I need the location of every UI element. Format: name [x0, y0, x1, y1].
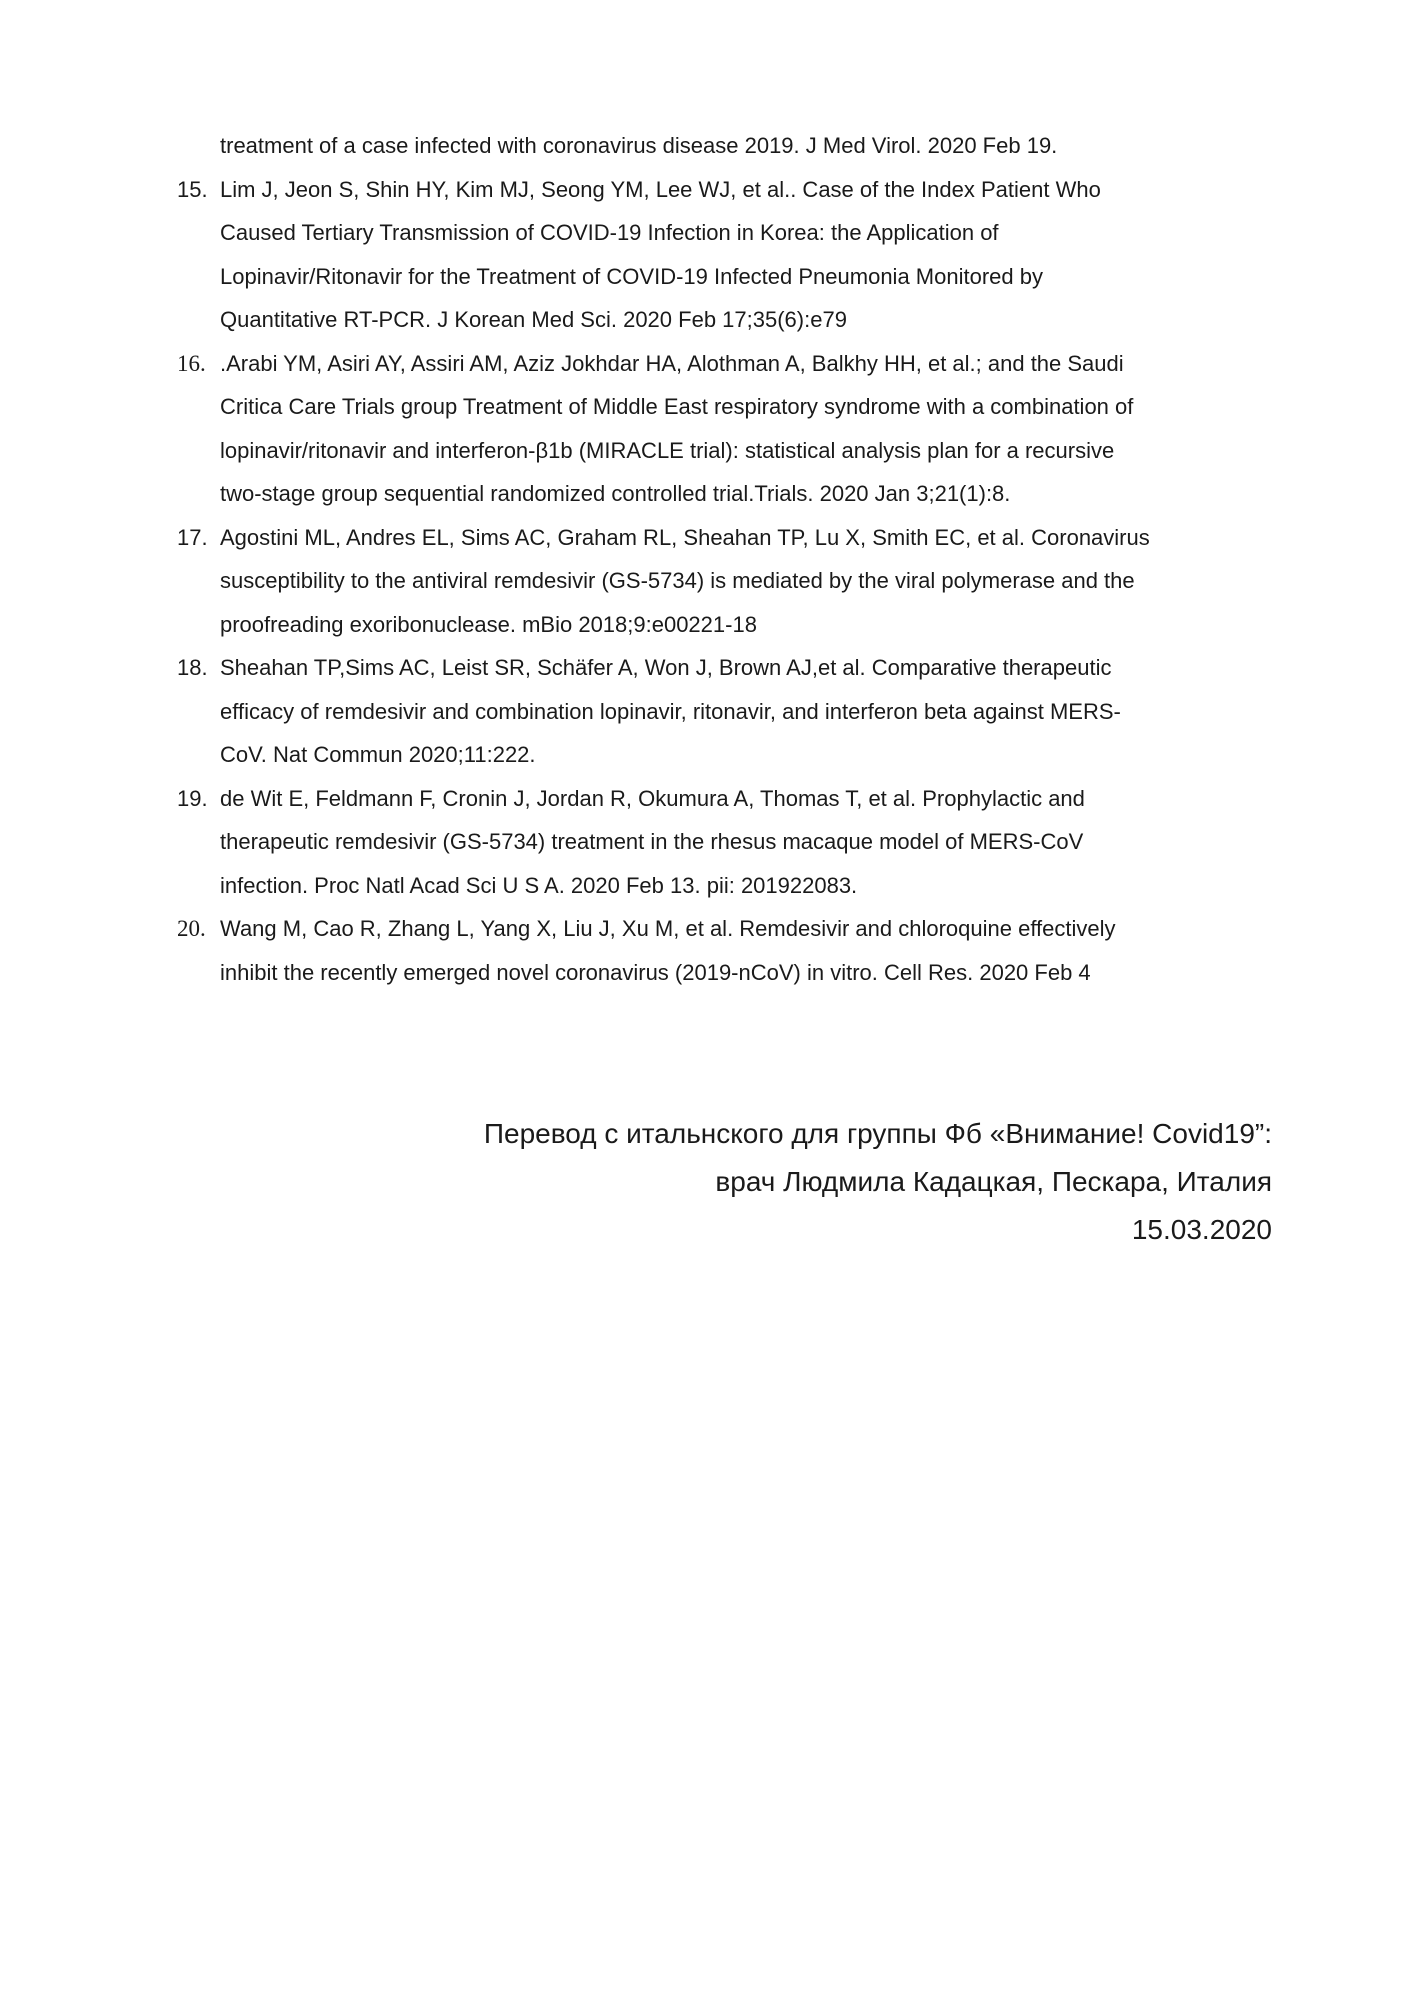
reference-line: de Wit E, Feldmann F, Cronin J, Jordan R, Okumura A, Thomas T, et al. Prophylactic and	[220, 785, 1085, 811]
reference-item-17	[177, 516, 1150, 647]
reference-line: Quantitative RT-PCR. J Korean Med Sci. 2020 Feb 17;35(6):e79	[220, 307, 847, 332]
reference-line: Agostini ML, Andres EL, Sims AC, Graham RL, Sheahan TP, Lu X, Smith EC, et al. Coronavirus	[220, 524, 1150, 550]
reference-number: 18.	[177, 655, 208, 680]
translation-note	[484, 1110, 1272, 1254]
reference-body	[220, 907, 1150, 994]
reference-body	[220, 777, 1150, 908]
reference-line: lopinavir/ritonavir and interferon-β1b (MIRACLE trial): statistical analysis plan for a recursive	[220, 437, 1115, 463]
reference-line: Lim J, Jeon S, Shin HY, Kim MJ, Seong YM, Lee WJ, et al.. Case of the Index Patient Who	[220, 176, 1101, 202]
reference-number: 17.	[177, 524, 208, 550]
reference-line: Caused Tertiary Transmission of COVID-19 Infection in Korea: the Application of	[220, 220, 999, 245]
reference-number: 15.	[177, 176, 208, 202]
reference-item-20	[177, 907, 1150, 994]
translation-date: 15.03.2020	[1131, 1214, 1272, 1245]
reference-item-18	[177, 646, 1150, 777]
reference-item-16	[177, 342, 1150, 516]
reference-line: proofreading exoribonuclease. mBio 2018;9:e00221-18	[220, 611, 757, 637]
reference-item-19	[177, 777, 1150, 908]
reference-line: Lopinavir/Ritonavir for the Treatment of COVID-19 Infected Pneumonia Monitored by	[220, 263, 1043, 289]
reference-line: two-stage group sequential randomized controlled trial.Trials. 2020 Jan 3;21(1):8.	[220, 481, 1011, 506]
reference-line: therapeutic remdesivir (GS-5734) treatment in the rhesus macaque model of MERS-CoV	[220, 829, 1084, 854]
reference-item-15	[177, 168, 1150, 342]
reference-line: Wang M, Cao R, Zhang L, Yang X, Liu J, Xu M, et al. Remdesivir and chloroquine effectively	[220, 916, 1116, 941]
reference-line: Critica Care Trials group Treatment of Middle East respiratory syndrome with a combination of	[220, 394, 1134, 419]
reference-line: efficacy of remdesivir and combination lopinavir, ritonavir, and interferon beta against MERS-	[220, 698, 1121, 724]
reference-number: 19.	[177, 785, 208, 811]
references-section	[177, 124, 1150, 994]
reference-number: 20.	[177, 916, 206, 941]
translation-source-line: Перевод с итальнского для группы Фб «Внимание! Covid19”:	[483, 1118, 1272, 1149]
reference-line: Sheahan TP,Sims AC, Leist SR, Schäfer A, Won J, Brown AJ,et al. Comparative therapeutic	[220, 655, 1112, 680]
reference-line: .Arabi YM, Asiri AY, Assiri AM, Aziz Jokhdar HA, Alothman A, Balkhy HH, et al.; and the Saudi	[220, 350, 1124, 376]
reference-body	[220, 646, 1150, 777]
reference-14-continuation-line: treatment of a case infected with coronavirus disease 2019. J Med Virol. 2020 Feb 19.	[220, 133, 1058, 158]
reference-body	[220, 516, 1150, 647]
reference-body	[220, 168, 1150, 342]
reference-body	[220, 342, 1150, 516]
reference-line: CoV. Nat Commun 2020;11:222.	[220, 742, 536, 767]
reference-number: 16.	[177, 350, 206, 376]
reference-line: susceptibility to the antiviral remdesivir (GS-5734) is mediated by the viral polymerase and the	[220, 568, 1135, 593]
reference-line: infection. Proc Natl Acad Sci U S A. 2020 Feb 13. pii: 201922083.	[220, 872, 858, 898]
reference-line: inhibit the recently emerged novel coronavirus (2019-nCoV) in vitro. Cell Res. 2020 Feb 4	[220, 959, 1091, 985]
translator-line: врач Людмила Кадацкая, Пескара, Италия	[715, 1166, 1272, 1197]
